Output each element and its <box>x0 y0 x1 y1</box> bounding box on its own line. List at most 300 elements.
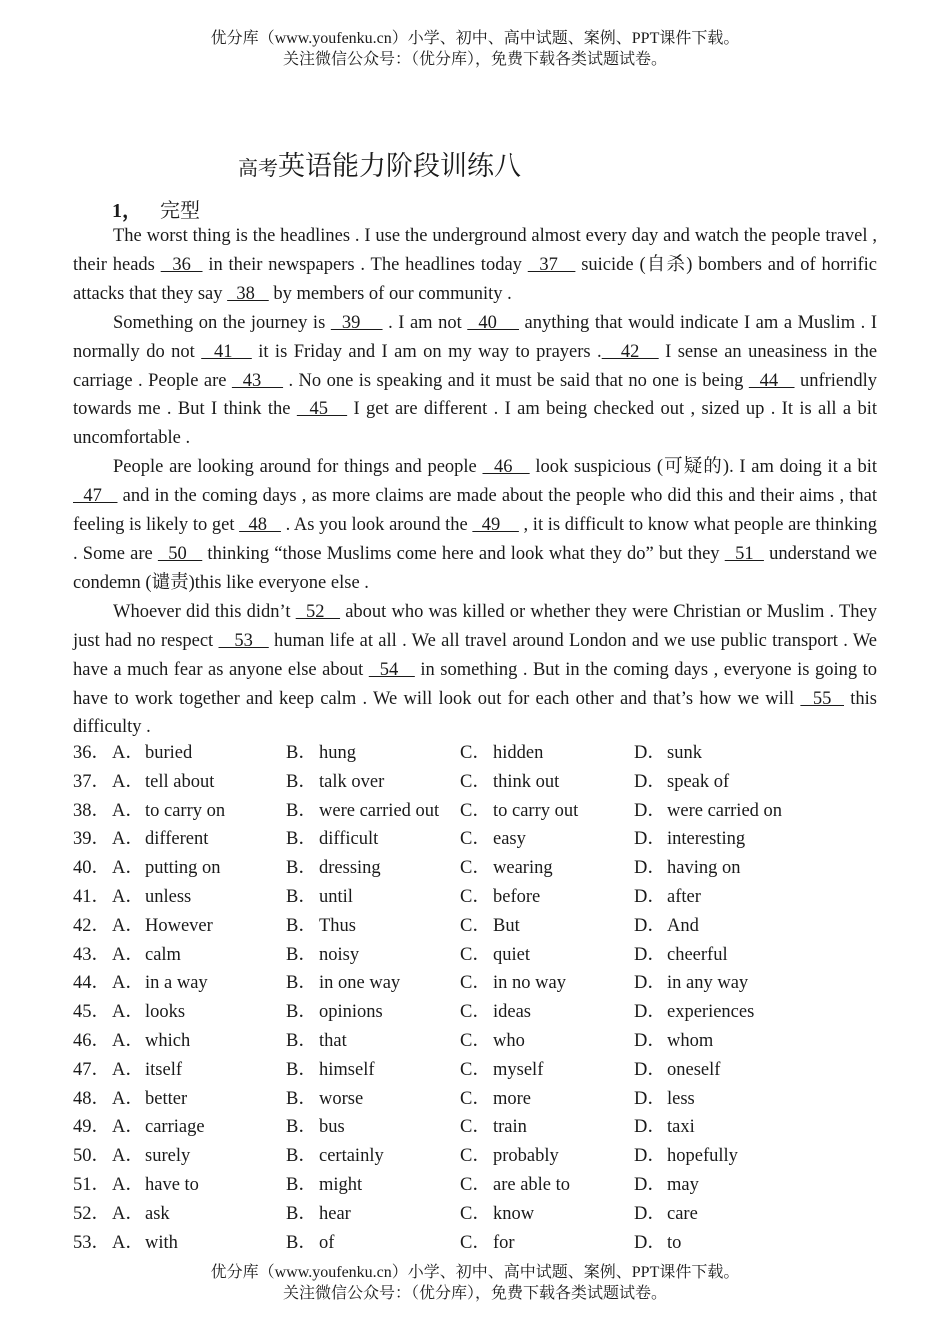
option-text: more <box>493 1088 532 1109</box>
option-letter: A． <box>112 800 144 821</box>
option-letter: A． <box>112 1088 144 1109</box>
passage-text: I get are different . I am being checked out , sized up . It is all a bit uncomfortable . <box>73 399 877 449</box>
passage-text: in something . But in the coming days , everyone is going to have to work together and keep calm . We will look out for each other and that’s how we will <box>73 659 877 709</box>
option-c <box>460 883 634 912</box>
blank-number: 45 <box>296 399 348 420</box>
option-letter: D． <box>634 743 666 763</box>
blank-number: 54 <box>368 659 415 680</box>
option-text: And <box>667 915 699 936</box>
option-b <box>286 1113 460 1142</box>
option-letter: A． <box>112 1146 144 1167</box>
option-letter: A． <box>112 886 144 907</box>
option-d <box>634 1027 713 1056</box>
option-a <box>112 1229 286 1258</box>
option-d <box>634 1229 681 1258</box>
blank-number: 47 <box>73 486 118 507</box>
option-text: oneself <box>667 1059 721 1080</box>
option-letter: B． <box>286 1030 317 1051</box>
question-row <box>73 854 877 883</box>
option-text: himself <box>319 1059 375 1080</box>
option-d <box>634 912 699 941</box>
option-letter: B． <box>286 1146 317 1167</box>
option-letter: B． <box>286 1174 317 1195</box>
option-text: noisy <box>319 944 360 965</box>
option-letter: D． <box>634 1002 666 1023</box>
option-b <box>286 797 460 826</box>
option-a <box>112 739 286 768</box>
option-a <box>112 768 286 797</box>
option-letter: A． <box>112 915 144 936</box>
option-letter: C． <box>460 1232 491 1253</box>
option-text: myself <box>493 1059 544 1080</box>
question-number: 40． <box>73 858 111 879</box>
option-text: were carried on <box>667 800 783 821</box>
option-letter: C． <box>460 858 491 879</box>
option-b <box>286 825 460 854</box>
option-letter: A． <box>112 944 144 965</box>
option-text: difficult <box>319 829 379 850</box>
passage-text: . No one is speaking and it must be said that no one is being <box>283 370 749 391</box>
option-text: may <box>667 1174 699 1195</box>
option-letter: C． <box>460 743 491 763</box>
option-b <box>286 883 460 912</box>
option-letter: C． <box>460 973 491 994</box>
question-number: 41． <box>73 886 111 907</box>
question-row <box>73 768 877 797</box>
option-d <box>634 854 740 883</box>
question-row <box>73 1171 877 1200</box>
option-text: that <box>319 1030 347 1051</box>
option-letter: C． <box>460 1030 491 1051</box>
option-d <box>634 1113 695 1142</box>
passage-text: about who was killed or whether they were Christian or Muslim . They just had no respect <box>73 601 877 651</box>
option-text: hidden <box>493 743 544 763</box>
option-letter: D． <box>634 771 666 792</box>
option-a <box>112 797 286 826</box>
passage-text: , it is difficult to know what people are thinking . Some are <box>73 515 878 564</box>
option-c <box>460 739 634 768</box>
passage-paragraph <box>73 453 877 598</box>
option-letter: C． <box>460 886 491 907</box>
option-d <box>634 768 729 797</box>
question-number: 51． <box>73 1174 111 1195</box>
option-text: less <box>667 1088 695 1109</box>
option-text: sunk <box>667 743 702 763</box>
option-a <box>112 969 286 998</box>
passage-text: understand we condemn (谴责)this like everyone else . <box>73 543 878 593</box>
passage-text: I sense an uneasiness in the carriage . People are <box>73 341 878 391</box>
option-text: to <box>667 1232 682 1253</box>
option-letter: A． <box>112 829 144 850</box>
option-text: hopefully <box>667 1146 738 1167</box>
options-list <box>73 739 877 1257</box>
option-b <box>286 1085 460 1114</box>
option-letter: C． <box>460 1146 491 1167</box>
cloze-passage <box>73 222 877 742</box>
option-d <box>634 797 782 826</box>
option-text: different <box>145 829 209 850</box>
option-text: were carried out <box>319 800 440 821</box>
option-text: of <box>319 1232 335 1253</box>
question-number: 42． <box>73 915 111 936</box>
option-letter: A． <box>112 1117 144 1138</box>
option-d <box>634 998 754 1027</box>
question-number: 52． <box>73 1203 111 1224</box>
option-letter: A． <box>112 1030 144 1051</box>
question-number: 47． <box>73 1059 111 1080</box>
option-text: after <box>667 886 701 907</box>
blank-number: 42 <box>601 341 659 362</box>
option-a <box>112 1085 286 1114</box>
option-b <box>286 1142 460 1171</box>
option-letter: D． <box>634 886 666 907</box>
passage-text: . As you look around the <box>280 515 473 536</box>
option-c <box>460 998 634 1027</box>
option-letter: B． <box>286 973 317 994</box>
option-a <box>112 998 286 1027</box>
option-letter: B． <box>286 1232 317 1253</box>
option-b <box>286 854 460 883</box>
option-text: itself <box>145 1059 182 1080</box>
option-text: tell about <box>145 771 215 792</box>
option-d <box>634 1085 695 1114</box>
option-text: But <box>493 915 520 936</box>
option-d <box>634 739 702 768</box>
question-number: 46． <box>73 1030 111 1051</box>
blank-number: 55 <box>800 688 844 709</box>
question-row <box>73 1142 877 1171</box>
option-b <box>286 1056 460 1085</box>
option-text: worse <box>319 1088 364 1109</box>
option-letter: D． <box>634 1030 666 1051</box>
option-letter: B． <box>286 915 317 936</box>
passage-text: People are looking around for things and people <box>113 457 483 478</box>
question-number: 50． <box>73 1146 111 1167</box>
blank-number: 37 <box>527 254 576 275</box>
option-d <box>634 1171 699 1200</box>
option-letter: C． <box>460 1203 491 1224</box>
option-a <box>112 1171 286 1200</box>
option-letter: C． <box>460 1174 491 1195</box>
option-a <box>112 912 286 941</box>
question-number: 43． <box>73 944 111 965</box>
option-text: Thus <box>319 915 356 936</box>
option-text: interesting <box>667 829 746 850</box>
blank-number: 48 <box>239 515 281 536</box>
option-c <box>460 797 634 826</box>
option-letter: B． <box>286 858 317 879</box>
blank-number: 53 <box>218 630 269 651</box>
option-text: are able to <box>493 1174 571 1195</box>
option-b <box>286 912 460 941</box>
option-c <box>460 1056 634 1085</box>
option-letter: D． <box>634 1146 666 1167</box>
question-row <box>73 998 877 1027</box>
blank-number: 50 <box>157 543 203 564</box>
option-text: whom <box>667 1030 714 1051</box>
option-d <box>634 1142 738 1171</box>
passage-text: it is Friday and I am on my way to prayers . <box>251 341 602 362</box>
passage-text: in their newspapers . The headlines today <box>202 254 528 275</box>
option-text: better <box>145 1088 188 1109</box>
option-letter: D． <box>634 1088 666 1109</box>
title-prefix: 高考 <box>238 158 278 180</box>
option-c <box>460 854 634 883</box>
question-row <box>73 739 877 768</box>
option-text: care <box>667 1203 698 1224</box>
option-c <box>460 1171 634 1200</box>
option-b <box>286 1229 460 1258</box>
option-letter: A． <box>112 858 144 879</box>
option-letter: D． <box>634 1174 666 1195</box>
title-main: 英语能力阶段训练八 <box>278 151 521 181</box>
passage-text: human life at all . We all travel around London and we use public transport . We have a much fear as anyone else about <box>73 630 878 680</box>
question-row <box>73 912 877 941</box>
option-letter: C． <box>460 1002 491 1023</box>
passage-paragraph <box>73 222 877 309</box>
option-d <box>634 969 748 998</box>
option-a <box>112 1200 286 1229</box>
option-letter: A． <box>112 1059 144 1080</box>
option-a <box>112 941 286 970</box>
question-number: 44． <box>73 973 111 994</box>
option-letter: B． <box>286 1117 317 1138</box>
blank-number: 36 <box>160 254 203 275</box>
option-b <box>286 1200 460 1229</box>
option-letter: A． <box>112 771 144 792</box>
blank-number: 52 <box>295 601 341 622</box>
blank-number: 38 <box>227 283 269 304</box>
option-text: until <box>319 886 353 907</box>
option-c <box>460 1200 634 1229</box>
passage-text: by members of our community . <box>268 283 512 304</box>
question-row <box>73 1229 877 1258</box>
passage-text: suicide (自杀) bombers and of horrific attacks that they say <box>73 254 877 304</box>
question-row <box>73 1027 877 1056</box>
option-text: looks <box>145 1002 186 1023</box>
option-text: surely <box>145 1146 191 1167</box>
option-letter: B． <box>286 1088 317 1109</box>
option-letter: A． <box>112 1232 144 1253</box>
passage-text: Whoever did this didn’t <box>113 601 296 622</box>
option-text: speak of <box>667 771 730 792</box>
question-row <box>73 969 877 998</box>
passage-text: unfriendly towards me . But I think the <box>73 370 878 420</box>
option-text: taxi <box>667 1117 695 1138</box>
option-letter: B． <box>286 829 317 850</box>
option-text: ideas <box>493 1002 532 1023</box>
option-a <box>112 1056 286 1085</box>
question-number: 53． <box>73 1232 111 1253</box>
option-text: quiet <box>493 944 530 965</box>
option-b <box>286 739 460 768</box>
option-text: calm <box>145 944 181 965</box>
passage-text: look suspicious (可疑的). I am doing it a bit <box>529 457 877 478</box>
option-c <box>460 941 634 970</box>
option-c <box>460 1113 634 1142</box>
option-letter: C． <box>460 800 491 821</box>
option-letter: C． <box>460 1059 491 1080</box>
option-letter: C． <box>460 1088 491 1109</box>
blank-number: 40 <box>467 312 519 333</box>
option-a <box>112 1142 286 1171</box>
question-number: 36． <box>73 743 111 763</box>
option-letter: A． <box>112 973 144 994</box>
option-text: certainly <box>319 1146 384 1167</box>
option-text: to carry out <box>493 800 579 821</box>
option-letter: D． <box>634 973 666 994</box>
question-row <box>73 1056 877 1085</box>
footer-line-1: 优分库（www.youfenku.cn）小学、初中、高中试题、案例、PPT课件下载。 <box>210 1264 740 1281</box>
option-text: ask <box>145 1203 170 1224</box>
option-letter: D． <box>634 829 666 850</box>
passage-paragraph <box>73 309 877 454</box>
option-b <box>286 1027 460 1056</box>
passage-paragraph <box>73 598 877 743</box>
option-b <box>286 969 460 998</box>
passage-text: anything that would indicate I am a Muslim . I normally do not <box>73 312 877 362</box>
question-number: 49． <box>73 1117 111 1138</box>
option-letter: D． <box>634 1203 666 1224</box>
option-c <box>460 1229 634 1258</box>
blank-number: 43 <box>231 370 284 391</box>
question-row <box>73 941 877 970</box>
option-c <box>460 912 634 941</box>
option-text: who <box>493 1030 525 1051</box>
option-text: which <box>145 1030 191 1051</box>
option-a <box>112 1027 286 1056</box>
option-text: opinions <box>319 1002 383 1023</box>
option-letter: B． <box>286 886 317 907</box>
blank-number: 46 <box>482 457 530 478</box>
blank-number: 49 <box>472 515 519 536</box>
option-letter: D． <box>634 1117 666 1138</box>
question-row <box>73 883 877 912</box>
option-d <box>634 1200 698 1229</box>
header-line-1: 优分库（www.youfenku.cn）小学、初中、高中试题、案例、PPT课件下载。 <box>210 30 740 47</box>
option-letter: A． <box>112 743 144 763</box>
option-letter: B． <box>286 771 317 792</box>
option-d <box>634 1056 720 1085</box>
blank-number: 41 <box>201 341 252 362</box>
option-c <box>460 1085 634 1114</box>
option-text: for <box>493 1232 515 1253</box>
option-text: know <box>493 1203 535 1224</box>
question-number: 39． <box>73 829 111 850</box>
option-letter: C． <box>460 829 491 850</box>
question-number: 48． <box>73 1088 111 1109</box>
option-text: buried <box>145 743 193 763</box>
passage-text: thinking “those Muslims come here and look what they do” but they <box>202 543 725 564</box>
question-row <box>73 825 877 854</box>
option-letter: A． <box>112 1174 144 1195</box>
option-text: in a way <box>145 973 208 994</box>
section-label: 完型 <box>160 200 200 222</box>
option-c <box>460 1142 634 1171</box>
option-text: unless <box>145 886 192 907</box>
option-letter: B． <box>286 1059 317 1080</box>
question-row <box>73 1085 877 1114</box>
question-row <box>73 1113 877 1142</box>
option-text: with <box>145 1232 178 1253</box>
section-heading <box>112 194 200 223</box>
option-text: having on <box>667 858 741 879</box>
option-c <box>460 969 634 998</box>
passage-text: The worst thing is the headlines . I use the underground almost every day and watch the people travel , their heads <box>73 226 877 275</box>
option-letter: D． <box>634 1232 666 1253</box>
option-text: to carry on <box>145 800 226 821</box>
option-c <box>460 768 634 797</box>
option-text: in no way <box>493 973 566 994</box>
option-text: in one way <box>319 973 401 994</box>
option-letter: B． <box>286 800 317 821</box>
passage-text: this difficulty . <box>73 688 878 738</box>
footer-line-2: 关注微信公众号：（优分库），免费下载各类试题试卷。 <box>282 1285 667 1302</box>
option-letter: B． <box>286 1203 317 1224</box>
option-a <box>112 883 286 912</box>
option-letter: C． <box>460 1117 491 1138</box>
option-letter: D． <box>634 800 666 821</box>
option-c <box>460 1027 634 1056</box>
option-a <box>112 825 286 854</box>
page-title <box>238 144 521 183</box>
blank-number: 44 <box>748 370 795 391</box>
option-letter: B． <box>286 1002 317 1023</box>
option-b <box>286 1171 460 1200</box>
option-text: carriage <box>145 1117 205 1138</box>
page-header <box>0 28 950 70</box>
option-text: putting on <box>145 858 221 879</box>
option-letter: A． <box>112 1203 144 1224</box>
option-text: dressing <box>319 858 381 879</box>
option-letter: D． <box>634 915 666 936</box>
option-letter: C． <box>460 771 491 792</box>
option-d <box>634 883 701 912</box>
option-b <box>286 941 460 970</box>
option-letter: D． <box>634 944 666 965</box>
option-text: might <box>319 1174 363 1195</box>
option-letter: A． <box>112 1002 144 1023</box>
option-letter: C． <box>460 944 491 965</box>
option-b <box>286 998 460 1027</box>
option-a <box>112 854 286 883</box>
option-a <box>112 1113 286 1142</box>
question-number: 45． <box>73 1002 111 1023</box>
option-text: have to <box>145 1174 199 1195</box>
option-letter: B． <box>286 944 317 965</box>
option-b <box>286 768 460 797</box>
option-text: think out <box>493 771 560 792</box>
option-d <box>634 825 745 854</box>
option-text: However <box>145 915 213 936</box>
option-text: easy <box>493 829 526 850</box>
option-letter: C． <box>460 915 491 936</box>
passage-text: Something on the journey is <box>113 312 331 333</box>
option-text: train <box>493 1117 527 1138</box>
option-text: hung <box>319 743 356 763</box>
option-letter: D． <box>634 858 666 879</box>
option-text: experiences <box>667 1002 755 1023</box>
option-d <box>634 941 728 970</box>
page-footer <box>0 1262 950 1304</box>
question-row <box>73 1200 877 1229</box>
option-text: bus <box>319 1117 345 1138</box>
blank-number: 39 <box>330 312 383 333</box>
option-letter: D． <box>634 1059 666 1080</box>
blank-number: 51 <box>724 543 764 564</box>
option-text: probably <box>493 1146 559 1167</box>
section-number: 1， <box>112 200 142 222</box>
